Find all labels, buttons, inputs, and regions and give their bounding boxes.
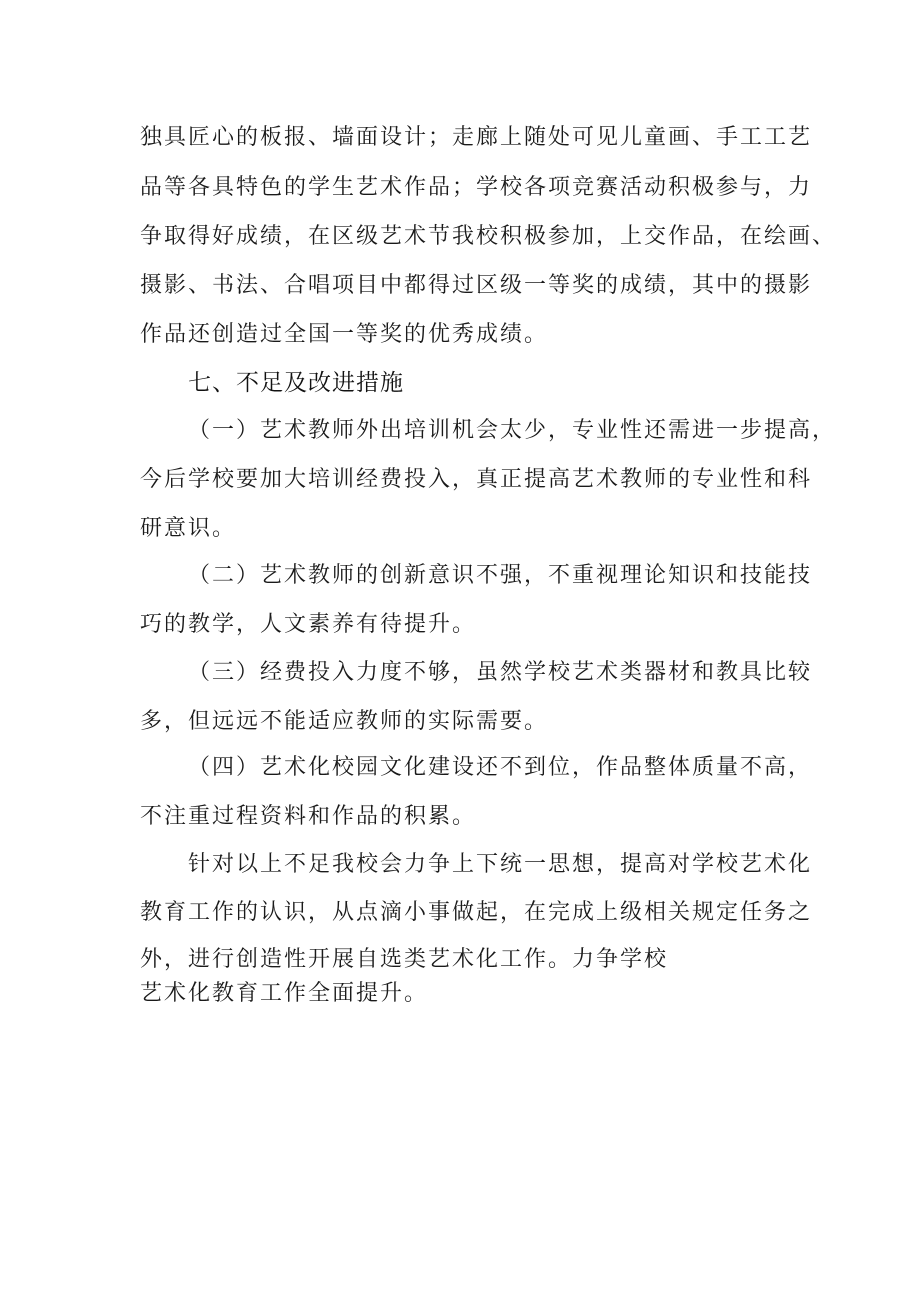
item3-line-1: （三）经费投入力度不够，虽然学校艺术类器材和教具比较: [188, 660, 813, 685]
section-heading: 七、不足及改进措施: [188, 370, 404, 396]
item1-line-3: 研意识。: [140, 516, 237, 541]
item1-line-1: （一）艺术教师外出培训机会太少，专业性还需进一步提高，: [188, 418, 837, 443]
intro-line-1: 独具匠心的板报、墙面设计；走廊上随处可见儿童画、手工工艺: [140, 125, 813, 150]
intro-line-2: 品等各具特色的学生艺术作品；学校各项竞赛活动积极参与，力: [140, 175, 813, 200]
item3-line-2: 多，但远远不能适应教师的实际需要。: [140, 709, 549, 734]
intro-line-3: 争取得好成绩，在区级艺术节我校积极参加，上交作品，在绘画、: [140, 224, 837, 249]
item4-line-2: 不注重过程资料和作品的积累。: [140, 804, 477, 829]
item2-line-1: （二）艺术教师的创新意识不强，不重视理论知识和技能技: [188, 563, 813, 588]
conclusion-line-2: 教育工作的认识，从点滴小事做起，在完成上级相关规定任务之: [140, 900, 813, 925]
item2-line-2: 巧的教学，人文素养有待提升。: [140, 612, 477, 637]
conclusion-line-1: 针对以上不足我校会力争上下统一思想，提高对学校艺术化: [188, 852, 813, 877]
item4-line-1: （四）艺术化校园文化建设还不到位，作品整体质量不高，: [188, 755, 813, 780]
intro-line-4: 摄影、书法、合唱项目中都得过区级一等奖的成绩，其中的摄影: [140, 273, 813, 298]
conclusion-line-4: 艺术化教育工作全面提升。: [140, 981, 429, 1006]
conclusion-line-3: 外，进行创造性开展自选类艺术化工作。力争学校: [140, 947, 669, 972]
item1-line-2: 今后学校要加大培训经费投入，真正提高艺术教师的专业性和科: [140, 467, 813, 492]
intro-line-5: 作品还创造过全国一等奖的优秀成绩。: [140, 322, 549, 347]
